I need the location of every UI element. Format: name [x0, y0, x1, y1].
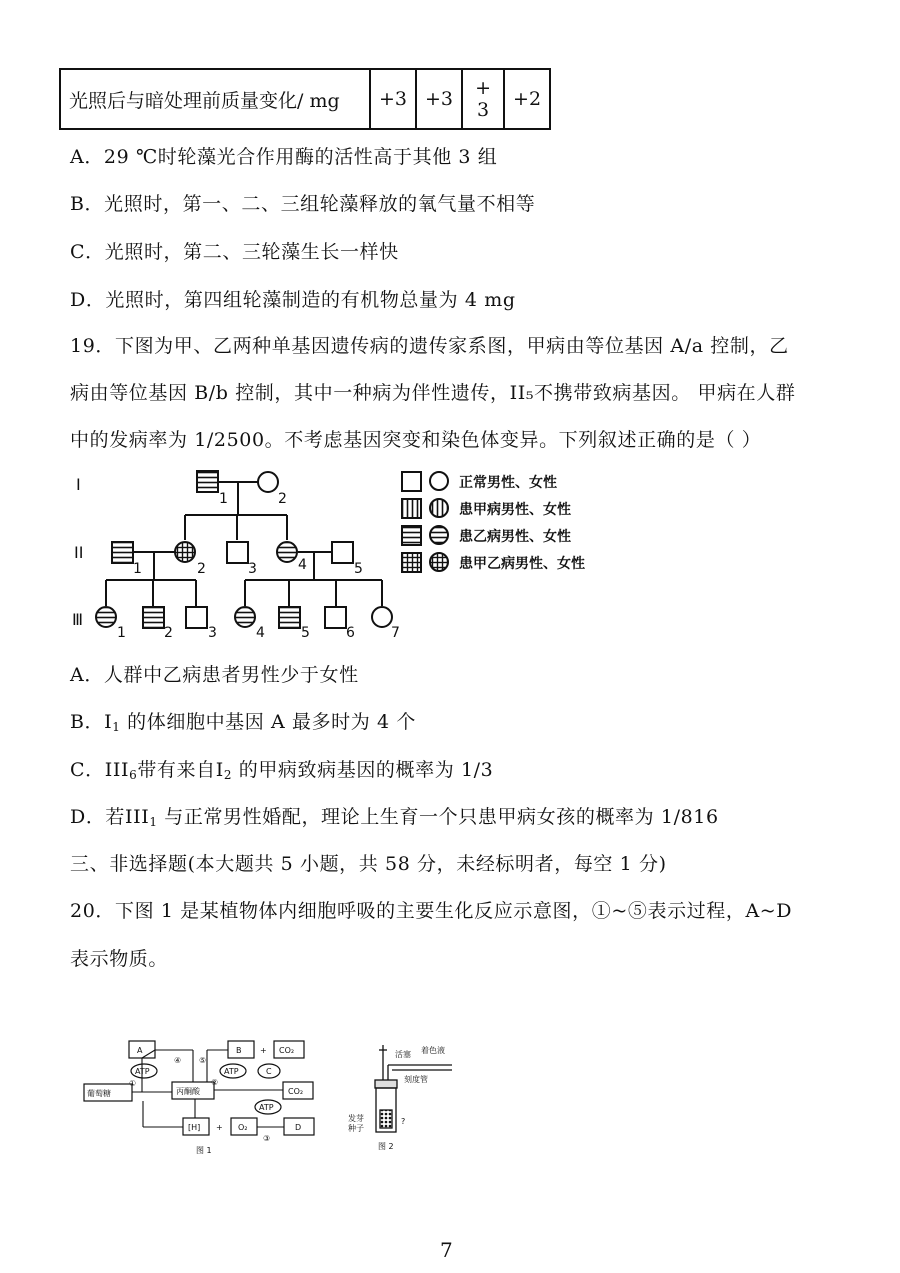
q19-option-d: D．若$III_1$ 与正常男性婚配，理论上生育一个只患甲病女孩的概率为 1/816 [70, 806, 719, 829]
pedigree-num: 2 [197, 561, 206, 577]
fig1-step: ③ [263, 1134, 271, 1143]
q19-stem-line3: 中的发病率为 1/2500。不考虑基因突变和染色体变异。下列叙述正确的是（ ） [70, 429, 762, 451]
fig1-caption: 图 1 [196, 1146, 212, 1155]
table-value-cell: +2 [504, 69, 550, 129]
fig1-box-a: A [137, 1046, 143, 1055]
legend-label: 患甲病男性、女性 [459, 502, 571, 518]
pedigree-II1 [112, 542, 133, 563]
fig1-step: ⑤ [199, 1056, 207, 1065]
pedigree-num: 1 [133, 561, 142, 577]
fig1-box-o2: O₂ [238, 1123, 248, 1132]
table-value-cell: + 3 [462, 69, 504, 129]
pedigree-chart [70, 460, 630, 645]
pedigree-num: 5 [354, 561, 363, 577]
pedigree-III7 [372, 607, 392, 627]
pedigree-num: 1 [219, 491, 228, 507]
legend-label: 患乙病男性、女性 [459, 529, 571, 545]
fig2-label: 着色液 [421, 1046, 445, 1055]
q18-option-c: C．光照时，第二、三轮藻生长一样快 [70, 241, 399, 263]
fig1-box-d: D [295, 1123, 302, 1132]
legend-label: 患甲乙病男性、女性 [459, 556, 585, 572]
q19-option-b: B．$I_1$ 的体细胞中基因 A 最多时为 4 个 [70, 711, 416, 734]
legend-jiayi-female [430, 553, 448, 571]
fig1-box-co2: CO₂ [279, 1046, 295, 1055]
fig1-box-co2: CO₂ [288, 1087, 304, 1096]
q18-option-a: A．29 ℃时轮藻光合作用酶的活性高于其他 3 组 [70, 146, 498, 168]
pedigree-II2 [175, 542, 195, 562]
fig2-label: 活塞 [395, 1050, 411, 1059]
pedigree-I1 [197, 471, 218, 492]
q19-stem-line1: 19．下图为甲、乙两种单基因遗传病的遗传家系图，甲病由等位基因 A/a 控制，乙 [70, 335, 789, 357]
pedigree-II4 [277, 542, 297, 562]
pedigree-II5 [332, 542, 353, 563]
fig1-box-b: B [236, 1046, 242, 1055]
pedigree-num: 1 [117, 625, 126, 641]
q18-option-d: D．光照时，第四组轮藻制造的有机物总量为 4 mg [70, 289, 516, 311]
page-number: 7 [440, 1238, 453, 1262]
q20-line2: 表示物质。 [70, 948, 169, 970]
fig1-step: ② [211, 1078, 219, 1087]
pedigree-num: 4 [298, 557, 307, 573]
fig1-step: ④ [174, 1056, 182, 1065]
q18-option-b: B．光照时，第一、二、三组轮藻释放的氧气量不相等 [70, 193, 536, 215]
fig2-caption: 图 2 [378, 1142, 394, 1151]
figure-2-apparatus [340, 1035, 480, 1160]
pedigree-num: 6 [346, 625, 355, 641]
figure-1-respiration [80, 1030, 330, 1165]
fig1-box-h: [H] [188, 1123, 201, 1132]
legend-yi-female [430, 526, 448, 544]
gen-label-II: II [74, 543, 84, 562]
fig1-c: C [266, 1067, 272, 1076]
legend-normal-female [430, 472, 448, 490]
pedigree-I2 [258, 472, 278, 492]
pedigree-II3 [227, 542, 248, 563]
pedigree-num: 7 [391, 625, 400, 641]
pedigree-III6 [325, 607, 346, 628]
pedigree-num: 2 [278, 491, 287, 507]
fig1-box-pyruvate: 丙酮酸 [176, 1087, 200, 1096]
pedigree-III2 [143, 607, 164, 628]
legend-normal-male [402, 472, 421, 491]
fig2-label: ? [401, 1117, 406, 1126]
pedigree-III1 [96, 607, 116, 627]
pedigree-num: 3 [248, 561, 257, 577]
pedigree-III4 [235, 607, 255, 627]
gen-label-I: I [76, 475, 81, 494]
fig1-plus: + [260, 1046, 267, 1055]
legend-yi-male [402, 526, 421, 545]
fig1-box-glucose: 葡萄糖 [87, 1089, 111, 1098]
mass-change-table [59, 68, 551, 130]
q19-option-c: C．$III_6$带有来自$I_2$ 的甲病致病基因的概率为 1/3 [70, 759, 494, 782]
fig2-label: 种子 [348, 1124, 364, 1133]
fig1-step: ① [129, 1079, 137, 1088]
legend-jia-male [402, 499, 421, 518]
pedigree-III5 [279, 607, 300, 628]
pedigree-num: 3 [208, 625, 217, 641]
fig2-label: 刻度管 [404, 1075, 428, 1084]
pedigree-III3 [186, 607, 207, 628]
pedigree-num: 4 [256, 625, 265, 641]
pedigree-num: 2 [164, 625, 173, 641]
fig2-label: 发芽 [348, 1114, 364, 1123]
table-value-cell: +3 [370, 69, 416, 129]
section-3-heading: 三、非选择题(本大题共 5 小题，共 58 分，未经标明者，每空 1 分) [70, 853, 667, 875]
legend-label: 正常男性、女性 [459, 475, 557, 491]
gen-label-III: Ⅲ [72, 610, 84, 629]
q19-option-a: A．人群中乙病患者男性少于女性 [70, 664, 359, 686]
q20-line1: 20．下图 1 是某植物体内细胞呼吸的主要生化反应示意图，①~⑤表示过程，A~D [70, 900, 793, 922]
table-value-cell: +3 [416, 69, 462, 129]
fig1-atp: ATP [135, 1067, 150, 1076]
legend-jia-female [430, 499, 448, 517]
pedigree-num: 5 [301, 625, 310, 641]
table-row [60, 69, 550, 129]
legend-jiayi-male [402, 553, 421, 572]
table-label-cell: 光照后与暗处理前质量变化/ mg [60, 69, 370, 129]
fig1-plus: + [216, 1123, 223, 1132]
fig1-atp: ATP [224, 1067, 239, 1076]
q19-stem-line2: 病由等位基因 B/b 控制，其中一种病为伴性遗传，II₅不携带致病基因。 甲病在人群 [70, 382, 796, 404]
fig1-atp: ATP [259, 1103, 274, 1112]
